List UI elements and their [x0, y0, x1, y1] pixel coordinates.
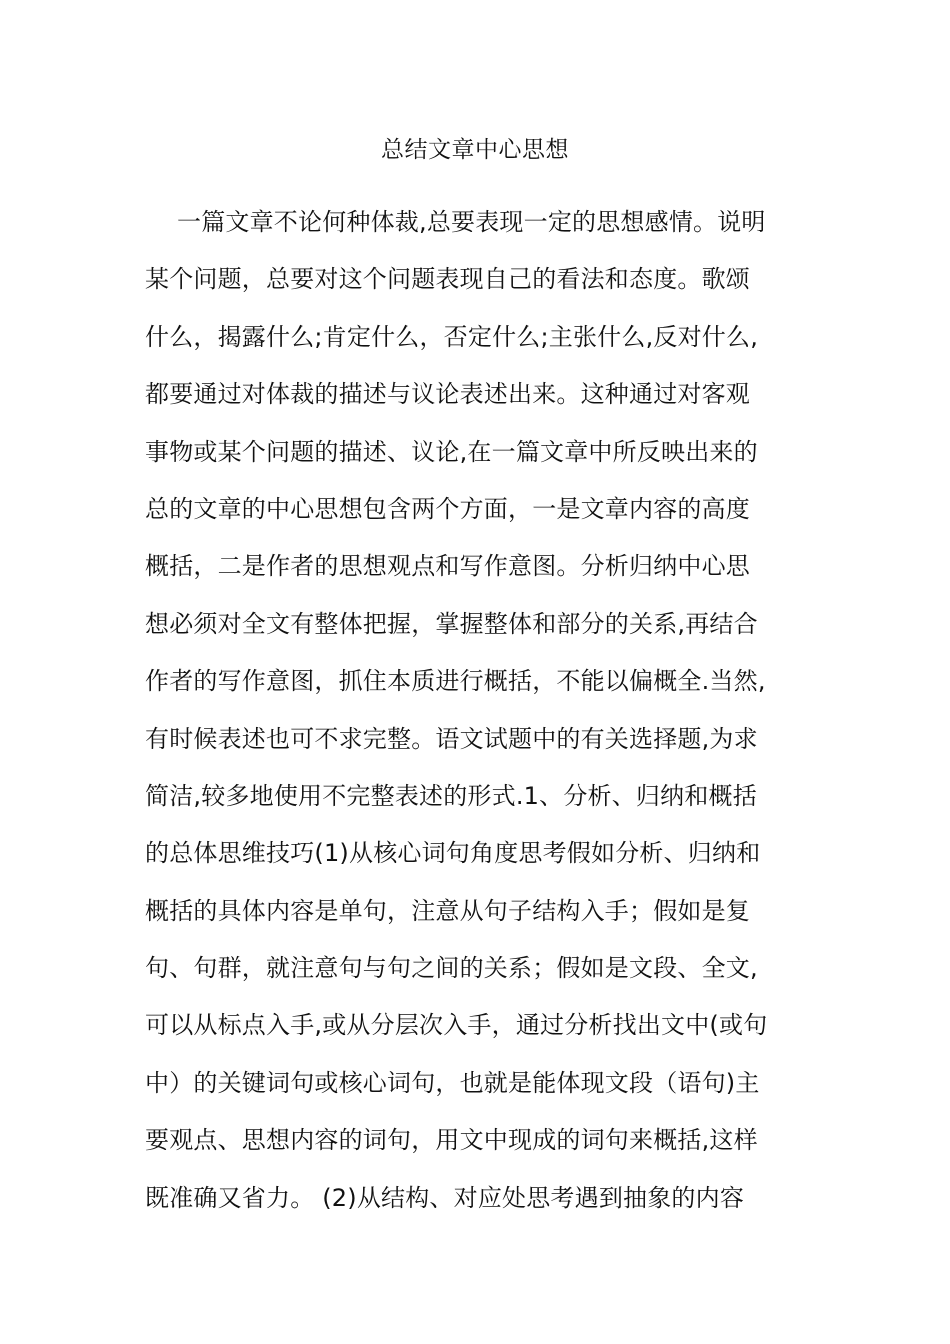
body-line: 某个问题，总要对这个问题表现自己的看法和态度。歌颂: [145, 265, 750, 294]
body-line: 有时候表述也可不求完整。语文试题中的有关选择题,为求: [145, 724, 758, 753]
body-line: 作者的写作意图，抓住本质进行概括，不能以偏概全.当然,: [145, 667, 766, 696]
body-line: 事物或某个问题的描述、议论,在一篇文章中所反映出来的: [145, 437, 758, 466]
body-line: 既准确又省力。 (2)从结构、对应处思考遇到抽象的内容: [145, 1183, 745, 1212]
document-body: [145, 200, 810, 1233]
body-line: 简洁,较多地使用不完整表述的形式.1、分析、归纳和概括: [145, 781, 757, 810]
body-line: 中）的关键词句或核心词句，也就是能体现文段（语句)主: [145, 1068, 760, 1097]
body-line: 想必须对全文有整体把握，掌握整体和部分的关系,再结合: [145, 609, 758, 638]
body-line: 句、句群，就注意句与句之间的关系；假如是文段、全文,: [145, 954, 758, 983]
body-line: 总的文章的中心思想包含两个方面，一是文章内容的高度: [145, 494, 750, 523]
body-line: 概括，二是作者的思想观点和写作意图。分析归纳中心思: [145, 552, 750, 581]
body-line: 什么，揭露什么;肯定什么，否定什么;主张什么,反对什么,: [145, 322, 759, 351]
body-line: 都要通过对体裁的描述与议论表述出来。这种通过对客观: [145, 380, 750, 409]
body-line: 的总体思维技巧(1)从核心词句角度思考假如分析、归纳和: [145, 839, 761, 868]
body-line: 可以从标点入手,或从分层次入手，通过分析找出文中(或句: [145, 1011, 768, 1040]
body-line: 要观点、思想内容的词句，用文中现成的词句来概括,这样: [145, 1126, 758, 1155]
body-line: 概括的具体内容是单句，注意从句子结构入手；假如是复: [145, 896, 750, 925]
document-title: 总结文章中心思想: [381, 137, 569, 163]
body-line: 一篇文章不论何种体裁,总要表现一定的思想感情。说明: [177, 208, 766, 236]
